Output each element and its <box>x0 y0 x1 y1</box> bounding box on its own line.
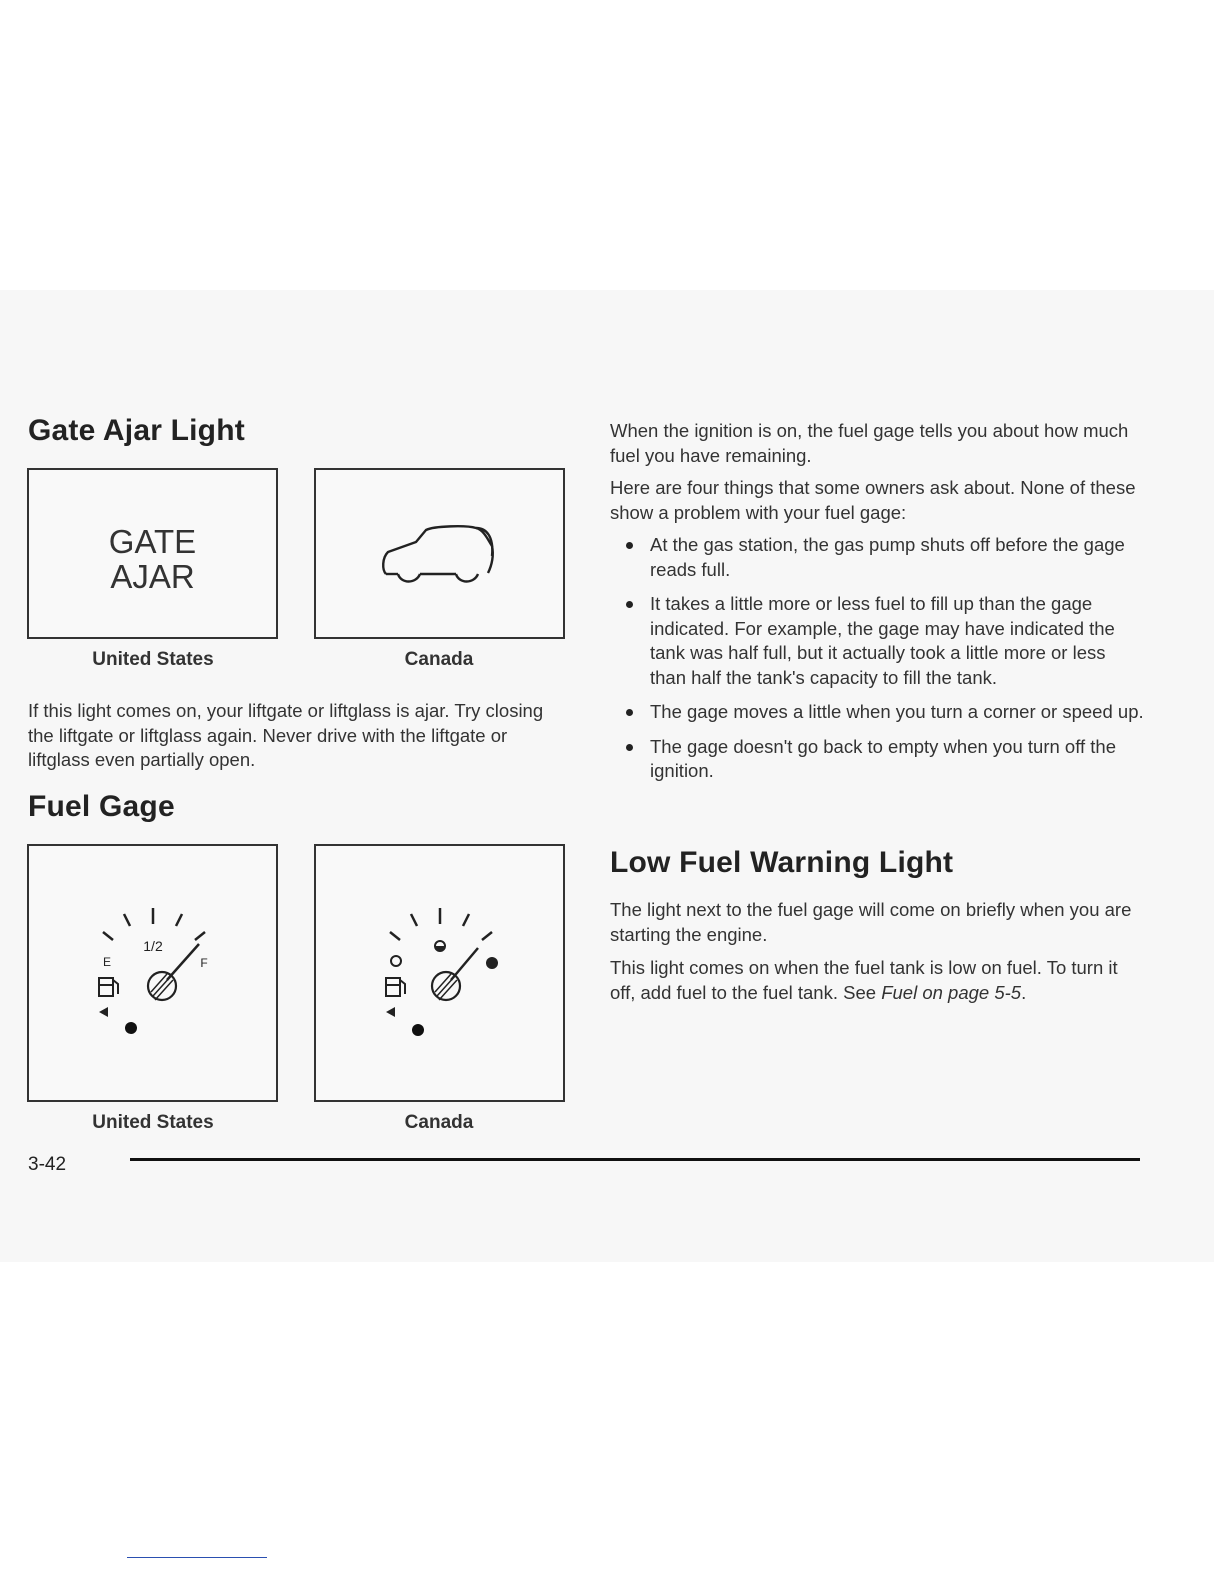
footer-link-underline <box>127 1557 267 1558</box>
fuel-gage-canada-panel <box>314 844 565 1102</box>
gate-caption-canada: Canada <box>404 649 474 670</box>
bullet-icon <box>626 601 633 608</box>
bullet-text: The gage doesn't go back to empty when you turn off the ignition. <box>650 735 1116 781</box>
gate-ajar-heading: Gate Ajar Light <box>28 414 245 447</box>
fuel-gage-canada-dial <box>316 846 563 1100</box>
gate-ajar-canada-panel <box>314 468 565 639</box>
bullet-item <box>610 700 1145 725</box>
fuel-gage-us-panel <box>27 844 278 1102</box>
gate-caption-us: United States <box>92 649 214 670</box>
fuel-pump-icon <box>386 978 405 996</box>
full-symbol-icon <box>486 957 498 969</box>
bullet-item <box>610 735 1145 784</box>
gate-ajar-line2: AJAR <box>110 558 195 595</box>
bullet-item <box>610 533 1145 582</box>
fuel-gage-heading: Fuel Gage <box>28 790 175 823</box>
low-fuel-paragraph-2-text: This light comes on when the fuel tank is low on fuel. To turn it off, add fuel to the fuel tank. See <box>610 957 1118 1003</box>
fuel-page-reference-link[interactable]: Fuel on page 5-5 <box>881 981 1022 1003</box>
gate-ajar-paragraph: If this light comes on, your liftgate or liftglass is ajar. Try closing the liftgate or liftglass again. Never drive with the liftgate or liftglass even partially open. <box>28 700 544 770</box>
half-symbol-icon <box>435 941 445 951</box>
gate-ajar-us-panel <box>27 468 278 639</box>
bullet-text: At the gas station, the gas pump shuts off before the gage reads full. <box>650 534 1125 580</box>
bullet-icon <box>626 542 633 549</box>
gate-ajar-line1: GATE <box>108 523 197 560</box>
fuel-caption-us: United States <box>92 1112 214 1133</box>
fuel-pump-icon <box>99 978 118 996</box>
gage-label-half: 1/2 <box>143 938 163 954</box>
bullet-text: The gage moves a little when you turn a corner or speed up. <box>650 701 1144 722</box>
footer-rule <box>130 1158 1140 1161</box>
bullet-text: It takes a little more or less fuel to fill up than the gage indicated. For example, the gage may have indicated the tank was half full, but it actually took a little more or less than half the tank's capacity to fill the tank. <box>650 593 1115 688</box>
bullet-icon <box>626 744 633 751</box>
gate-ajar-text <box>29 524 276 594</box>
page-number: 3-42 <box>28 1154 67 1175</box>
empty-symbol-icon <box>391 956 401 966</box>
fuel-intro-paragraph: When the ignition is on, the fuel gage tells you about how much fuel you have remaining. <box>610 420 1129 466</box>
low-fuel-paragraph-1: The light next to the fuel gage will come on briefly when you are starting the engine. <box>610 899 1132 945</box>
low-fuel-paragraph-2 <box>610 956 1130 1005</box>
fuel-things-paragraph: Here are four things that some owners ask about. None of these show a problem with your fuel gage: <box>610 477 1136 523</box>
fuel-caption-canada: Canada <box>404 1112 474 1133</box>
fuel-gage-bullet-list <box>610 533 1145 794</box>
gage-label-f: F <box>200 956 208 970</box>
bullet-icon <box>626 709 633 716</box>
bullet-item <box>610 592 1145 690</box>
fuel-gage-us-dial <box>29 846 276 1100</box>
gage-label-e: E <box>102 955 112 969</box>
vehicle-liftgate-icon <box>316 470 563 637</box>
low-fuel-paragraph-2-end: . <box>1021 981 1027 1003</box>
low-fuel-heading: Low Fuel Warning Light <box>610 846 954 879</box>
